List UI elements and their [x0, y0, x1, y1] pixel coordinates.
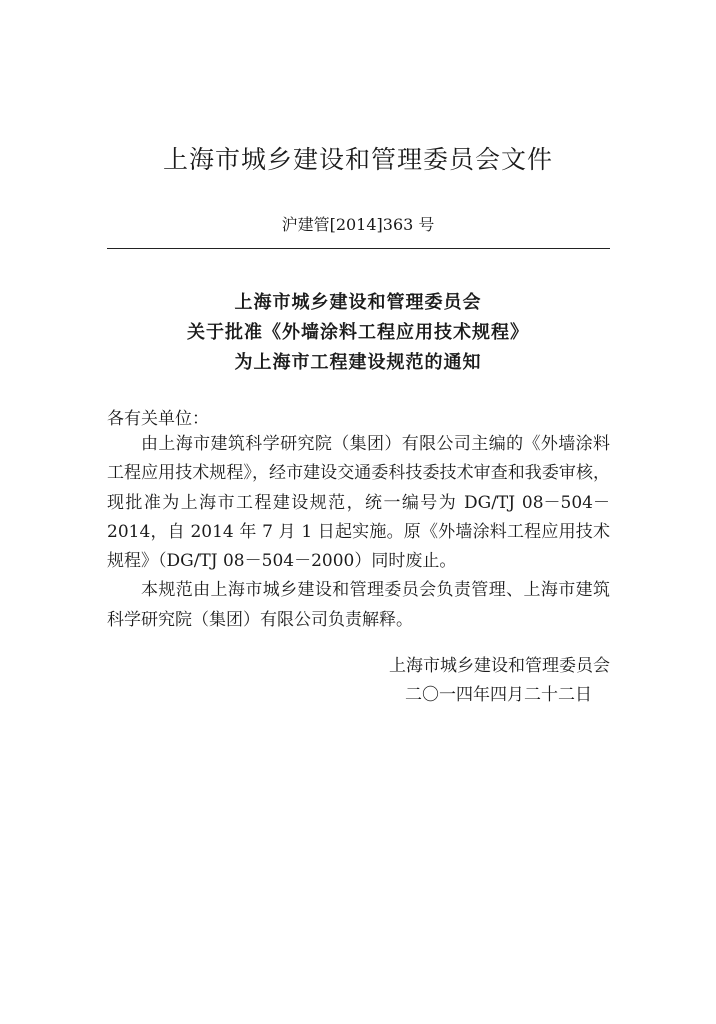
body-paragraph-2: 本规范由上海市城乡建设和管理委员会负责管理、上海市建筑科学研究院（集团）有限公司负责解释。 — [107, 580, 610, 630]
notice-title-line-1: 上海市城乡建设和管理委员会 — [234, 292, 482, 313]
notice-title-line-2: 关于批准《外墙涂料工程应用技术规程》 — [187, 322, 529, 343]
signature-date: 二〇一四年四月二十二日 — [405, 685, 592, 705]
document-number: 沪建管[2014]363 号 — [281, 215, 435, 234]
notice-title-line-3: 为上海市工程建设规范的通知 — [234, 352, 482, 373]
signature-org: 上海市城乡建设和管理委员会 — [389, 656, 610, 676]
issuing-org-header: 上海市城乡建设和管理委员会文件 — [162, 145, 553, 174]
notice-title — [0, 288, 716, 378]
body-paragraph-1: 由上海市建筑科学研究院（集团）有限公司主编的《外墙涂料工程应用技术规程》，经市建设交通委科技委技术审查和我委审核，现批准为上海市工程建设规范，统一编号为 DG/TJ 08－504－2014，自 2014 年 7 月 1 日起实施。原《外墙涂料工程应用技术规程》（DG/TJ 08－504－2000）同时废止。 — [107, 434, 610, 572]
header-divider — [107, 248, 610, 249]
notice-body — [107, 430, 610, 635]
signature-block — [389, 652, 610, 710]
salutation: 各有关单位： — [107, 409, 209, 429]
